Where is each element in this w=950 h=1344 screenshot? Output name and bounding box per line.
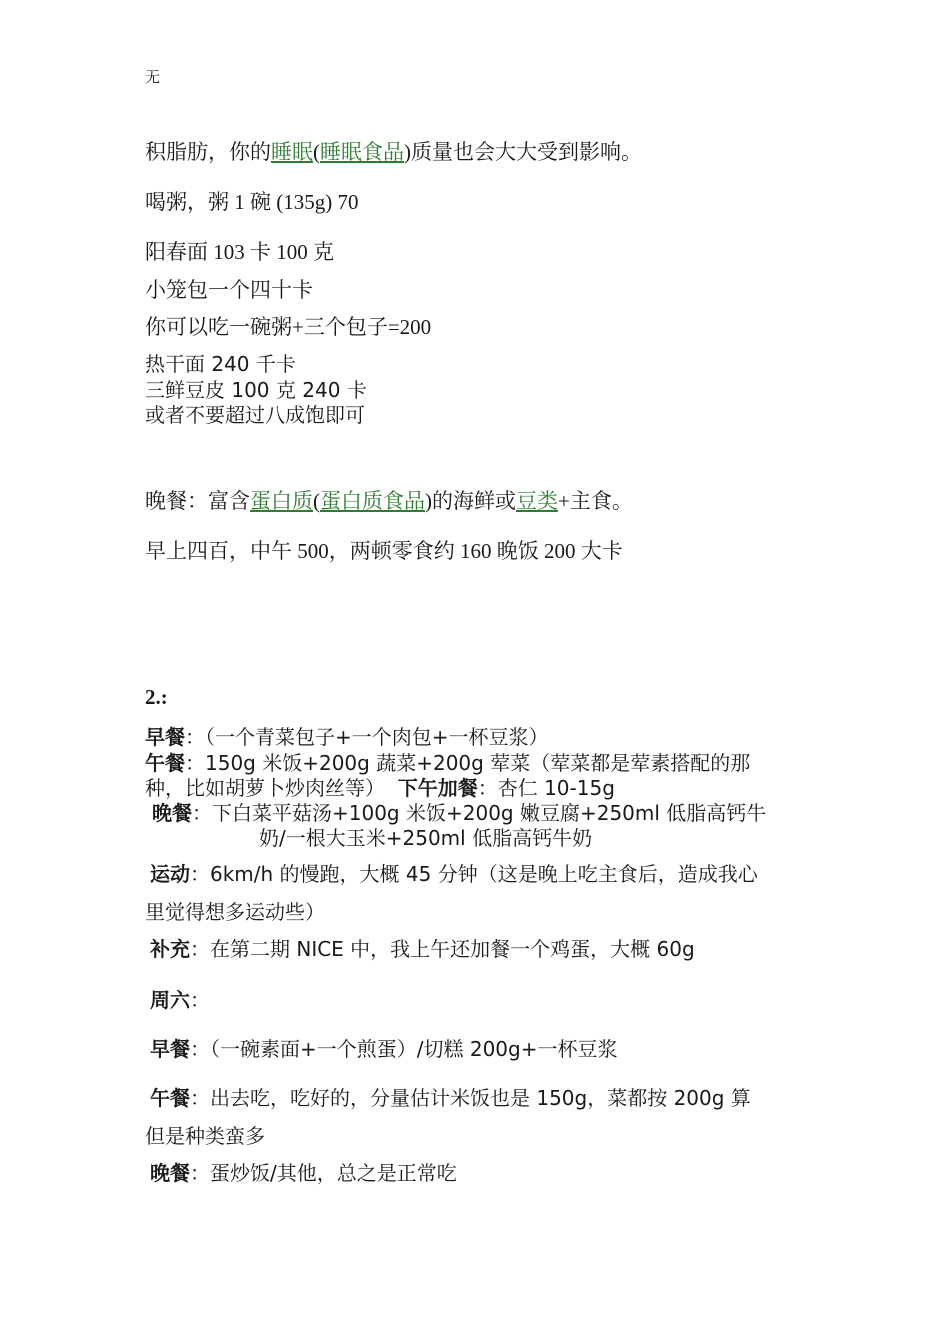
sanxian-line: 三鲜豆皮 100 克 240 卡 (145, 378, 367, 402)
dinner-text-post: +主食。 (558, 489, 633, 513)
hot-dry-noodle-line: 热干面 240 千卡 (145, 352, 296, 376)
sleep-text-post: )质量也会大大受到影响。 (404, 140, 642, 164)
sleep-text-pre: 积脂肪，你的 (145, 140, 271, 164)
lunch-text-2: 种，比如胡萝卜炒肉丝等） (145, 776, 385, 800)
saturday-breakfast-text: ：（一碗素面+一个煎蛋）/切糕 200g+一杯豆浆 (190, 1037, 618, 1061)
dinner-text-paren: ( (313, 489, 320, 513)
dinner-text-mid: )的海鲜或 (425, 489, 516, 513)
saturday-lunch-line-1 (150, 1082, 751, 1111)
saturday-label: 周六 (150, 988, 190, 1012)
page-header: 无 (145, 70, 161, 86)
section-2-heading: 2.: (145, 685, 168, 709)
supplement-text: ：在第二期 NICE 中，我上午还加餐一个鸡蛋，大概 60g (190, 937, 695, 961)
protein-link[interactable]: 蛋白质 (250, 489, 313, 513)
lunch-label: 午餐 (145, 751, 185, 775)
exercise-text-1: ：6km/h 的慢跑，大概 45 分钟（这是晚上吃主食后，造成我心 (190, 862, 758, 886)
supplement-line (150, 933, 695, 962)
saturday-lunch-label: 午餐 (150, 1086, 190, 1110)
sleep-text-paren: ( (313, 140, 320, 164)
sleep-link[interactable]: 睡眠 (271, 140, 313, 164)
saturday-text: ： (190, 988, 210, 1012)
saturday-dinner-text: ：蛋炒饭/其他，总之是正常吃 (190, 1161, 457, 1185)
daily-total-line: 早上四百，中午 500，两顿零食约 160 晚饭 200 大卡 (145, 539, 623, 563)
dinner-paragraph (145, 485, 633, 515)
saturday-dinner-label: 晚餐 (150, 1161, 190, 1185)
lunch-text-1: ：150g 米饭+200g 蔬菜+200g 荤菜（荤菜都是荤素搭配的那 (185, 751, 751, 775)
saturday-lunch-line-2: 但是种类蛮多 (145, 1124, 265, 1148)
beans-link[interactable]: 豆类 (516, 489, 558, 513)
dinner-line-2: 奶/一根大玉米+250ml 低脂高钙牛奶 (259, 826, 593, 850)
snack-label: 下午加餐 (397, 776, 478, 800)
saturday-lunch-text-1: ：出去吃，吃好的，分量估计米饭也是 150g，菜都按 200g 算 (190, 1086, 751, 1110)
sleep-food-link[interactable]: 睡眠食品 (320, 140, 404, 164)
breakfast-line (145, 721, 549, 750)
supplement-label: 补充 (150, 937, 190, 961)
breakfast-text: ：（一个青菜包子+一个肉包+一杯豆浆） (185, 725, 549, 749)
saturday-breakfast-label: 早餐 (150, 1037, 190, 1061)
dinner-text-pre: 晚餐：富含 (145, 489, 250, 513)
breakfast-label: 早餐 (145, 725, 185, 749)
sleep-paragraph (145, 136, 642, 166)
saturday-breakfast-line (150, 1033, 617, 1062)
eighty-percent-line: 或者不要超过八成饱即可 (145, 403, 365, 427)
exercise-line-2: 里觉得想多运动些） (145, 900, 325, 924)
combo-line: 你可以吃一碗粥+三个包子=200 (145, 315, 432, 339)
protein-food-link[interactable]: 蛋白质食品 (320, 489, 425, 513)
dinner-text-1: ：下白菜平菇汤+100g 米饭+200g 嫩豆腐+250ml 低脂高钙牛 (192, 801, 767, 825)
saturday-line (150, 984, 210, 1013)
snack-text: ：杏仁 10-15g (477, 776, 615, 800)
exercise-line-1 (150, 858, 758, 887)
dinner-label: 晚餐 (152, 801, 192, 825)
exercise-label: 运动 (150, 862, 190, 886)
saturday-dinner-line (150, 1157, 457, 1186)
noodle-line: 阳春面 103 卡 100 克 (145, 240, 334, 264)
bun-line: 小笼包一个四十卡 (145, 278, 313, 302)
porridge-line: 喝粥，粥 1 碗 (135g) 70 (145, 190, 359, 214)
